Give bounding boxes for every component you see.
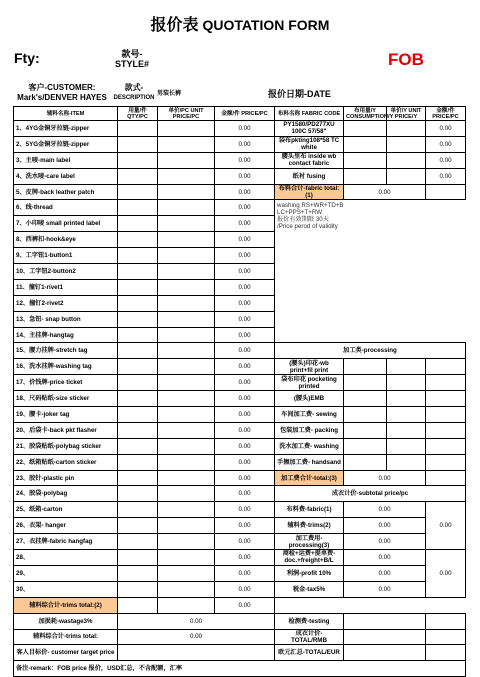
style-label-cn: 款号- (121, 49, 143, 59)
col-unit-price-y: 单价/Y UNIT PRICE/Y (387, 107, 426, 121)
item-qty[interactable] (118, 121, 158, 137)
table-row (14, 136, 466, 152)
item-unit-price[interactable] (158, 438, 215, 454)
item-amount: 0.00 (215, 343, 275, 359)
item-name: 11、撞钉1-rivet1 (14, 279, 118, 295)
item-amount: 0.00 (215, 311, 275, 327)
item-name: 18、尺码贴纸-size sticker (14, 391, 118, 407)
item-name: 1、4YG金铜牙拉链-zipper (14, 121, 118, 137)
item-qty[interactable] (118, 264, 158, 280)
note-line: LC+PPS+T+RW (277, 209, 323, 217)
table-row (14, 581, 466, 597)
item-qty[interactable] (118, 391, 158, 407)
item-amount: 0.00 (215, 216, 275, 232)
item-amount: 0.00 (215, 486, 275, 502)
subtotal-merged: 0.00 (426, 502, 466, 550)
item-qty[interactable] (118, 136, 158, 152)
item-qty[interactable] (118, 407, 158, 423)
fabric-price: 0.00 (426, 121, 466, 137)
item-unit-price[interactable] (158, 327, 215, 343)
subtotal-label: 加工费用- processing(3) (275, 534, 344, 550)
subtotal-merged: 0.00 (426, 550, 466, 598)
note-line: 报价有效期限 30天 (277, 216, 329, 224)
table-row (14, 152, 466, 168)
trims-total-empty (118, 597, 158, 613)
item-amount: 0.00 (215, 359, 275, 375)
item-qty[interactable] (118, 295, 158, 311)
item-amount: 0.00 (215, 200, 275, 216)
item-amount: 0.00 (215, 327, 275, 343)
subtotal-value: 0.00 (344, 518, 426, 534)
item-amount: 0.00 (215, 279, 275, 295)
fabric-total-label: 布料合计-fabric total:(1) (275, 184, 344, 200)
processing-label: (腰头)印花-wb print+fil print (275, 359, 344, 375)
item-name: 5、皮牌-back leather patch (14, 184, 118, 200)
item-qty[interactable] (118, 518, 158, 534)
processing-total-label: 加工费合计-total:(3) (275, 470, 344, 486)
item-name: 2、5YG金铜牙拉链-zipper (14, 136, 118, 152)
item-unit-price[interactable] (158, 248, 215, 264)
processing-unit[interactable] (387, 359, 426, 375)
item-qty[interactable] (118, 152, 158, 168)
item-unit-price[interactable] (158, 136, 215, 152)
item-qty[interactable] (118, 486, 158, 502)
table-row (14, 565, 466, 581)
item-name: 28、 (14, 550, 118, 566)
date-label: 报价日期-DATE (268, 89, 331, 99)
item-name: 17、价钱牌-price ticket (14, 375, 118, 391)
processing-unit[interactable] (387, 375, 426, 391)
trims-total-label: 辅料综合计-trims total:(2) (14, 597, 118, 613)
item-amount: 0.00 (215, 232, 275, 248)
fabric-consumption[interactable] (344, 168, 387, 184)
table-row (14, 168, 466, 184)
item-qty[interactable] (118, 184, 158, 200)
processing-unit[interactable] (387, 391, 426, 407)
item-amount: 0.00 (215, 375, 275, 391)
fabric-price: 0.00 (426, 168, 466, 184)
table-row (14, 470, 466, 486)
item-qty[interactable] (118, 248, 158, 264)
description-label (108, 83, 160, 103)
fabric-consumption[interactable] (344, 136, 387, 152)
subtotal-value: 0.00 (344, 502, 426, 518)
item-qty[interactable] (118, 200, 158, 216)
processing-price[interactable] (426, 454, 466, 470)
item-unit-price[interactable] (158, 279, 215, 295)
item-qty[interactable] (118, 216, 158, 232)
processing-qty[interactable] (344, 422, 387, 438)
table-row (14, 200, 466, 216)
item-name: 7、小印唛 small printed label (14, 216, 118, 232)
item-unit-price[interactable] (158, 581, 215, 597)
item-name: 22、纸箱贴纸-carton sticker (14, 454, 118, 470)
total-rmb-label: 成衣计价- TOTAL/RMB (275, 629, 344, 645)
processing-price[interactable] (426, 438, 466, 454)
item-name: 27、衣挂牌-fabric hangfag (14, 534, 118, 550)
subtotal-label: 利润-profit 10% (275, 565, 344, 581)
table-row (14, 486, 466, 502)
fabric-price: 0.00 (426, 136, 466, 152)
processing-unit[interactable] (387, 407, 426, 423)
item-amount: 0.00 (215, 565, 275, 581)
item-amount: 0.00 (215, 168, 275, 184)
item-qty[interactable] (118, 534, 158, 550)
wastage-label: 加损耗-wastage3% (14, 613, 118, 629)
header-row (14, 107, 466, 121)
blank-area (275, 597, 466, 613)
item-unit-price[interactable] (158, 359, 215, 375)
trims-total-wastage-value: 0.00 (118, 629, 275, 645)
item-amount: 0.00 (215, 121, 275, 137)
processing-heading: 加工类-processing (275, 343, 466, 359)
fabric-unit-price[interactable] (387, 136, 426, 152)
table-row (14, 629, 466, 645)
processing-qty[interactable] (344, 359, 387, 375)
item-name: 23、胶针-plastic pin (14, 470, 118, 486)
item-name: 20、后袋卡-back pkt flasher (14, 422, 118, 438)
item-amount: 0.00 (215, 264, 275, 280)
item-unit-price[interactable] (158, 232, 215, 248)
fabric-unit-price[interactable] (387, 152, 426, 168)
testing-value[interactable] (344, 613, 426, 629)
title-en: QUOTATION FORM (202, 17, 330, 33)
item-qty[interactable] (118, 454, 158, 470)
style-label (100, 49, 164, 69)
item-qty[interactable] (118, 311, 158, 327)
item-amount: 0.00 (215, 422, 275, 438)
item-name: 14、主挂牌-hangtag (14, 327, 118, 343)
item-amount: 0.00 (215, 136, 275, 152)
testing-label: 检测费-testing (275, 613, 344, 629)
fabric-code: PY1580/PD277XU 100C 57/58" (275, 121, 344, 137)
table-row (14, 121, 466, 137)
subtotal-value: 0.00 (344, 534, 426, 550)
item-name: 13、急钮- snap button (14, 311, 118, 327)
customer-value: Mark's/DENVER HAYES (17, 93, 107, 102)
item-unit-price[interactable] (158, 565, 215, 581)
item-unit-price[interactable] (158, 534, 215, 550)
item-amount: 0.00 (215, 534, 275, 550)
subtotal-value: 0.00 (344, 550, 426, 566)
item-unit-price[interactable] (158, 518, 215, 534)
fabric-code: 袋布pkting108*58 TC white (275, 136, 344, 152)
processing-label: 手擦加工费- handsand (275, 454, 344, 470)
processing-price[interactable] (426, 391, 466, 407)
processing-qty[interactable] (344, 391, 387, 407)
item-unit-price[interactable] (158, 375, 215, 391)
table-row (14, 661, 466, 677)
item-name: 10、工字钮2-button2 (14, 264, 118, 280)
processing-qty[interactable] (344, 375, 387, 391)
testing-empty (426, 613, 466, 629)
table-row (14, 613, 466, 629)
subtotal-heading: 成衣计价-subtotal price/pc (275, 486, 466, 502)
fty-label: Fty: (14, 50, 40, 66)
description-value: 男装长裤 (157, 91, 182, 97)
fabric-total-empty (426, 184, 466, 200)
trims-total-empty (158, 597, 215, 613)
subtotal-label: 税金-tax5% (275, 581, 344, 597)
item-unit-price[interactable] (158, 486, 215, 502)
page-title (0, 12, 480, 35)
item-unit-price[interactable] (158, 454, 215, 470)
item-unit-price[interactable] (158, 184, 215, 200)
customer-label: 客户-CUSTOMER: (28, 83, 96, 92)
note-line: /Price perod of validity (277, 223, 338, 231)
item-name: 15、腰力挂牌-stretch tag (14, 343, 118, 359)
fabric-unit-price[interactable] (387, 168, 426, 184)
item-amount: 0.00 (215, 295, 275, 311)
table-row (14, 534, 466, 550)
item-unit-price[interactable] (158, 422, 215, 438)
fob-label: FOB (388, 50, 424, 69)
item-amount: 0.00 (215, 470, 275, 486)
item-amount: 0.00 (215, 550, 275, 566)
item-amount: 0.00 (215, 391, 275, 407)
col-consumption: 布用量/Y CONSUMPTION/Y (344, 107, 387, 121)
item-amount: 0.00 (215, 248, 275, 264)
item-amount: 0.00 (215, 454, 275, 470)
item-qty[interactable] (118, 359, 158, 375)
table-row (14, 550, 466, 566)
customer-block (12, 83, 112, 103)
subtotal-label: 辅料费-trims(2) (275, 518, 344, 534)
item-unit-price[interactable] (158, 121, 215, 137)
item-unit-price[interactable] (158, 502, 215, 518)
total-rmb-value[interactable] (344, 629, 426, 645)
description-label-cn: 款式- (124, 83, 144, 92)
processing-price[interactable] (426, 359, 466, 375)
table-row (14, 454, 466, 470)
wastage-value: 0.00 (118, 613, 275, 629)
item-name: 19、腰卡-joker tag (14, 407, 118, 423)
item-unit-price[interactable] (158, 152, 215, 168)
item-name: 3、主唛-main label (14, 152, 118, 168)
table-row (14, 502, 466, 518)
target-price-value[interactable] (118, 645, 275, 661)
item-qty[interactable] (118, 502, 158, 518)
item-unit-price[interactable] (158, 200, 215, 216)
col-unit-price: 单价/PC UNIT PRICE/PC (158, 107, 215, 121)
col-qty: 用量/件 QTY/PC (118, 107, 158, 121)
table-row (14, 407, 466, 423)
subtotal-label: 布料费-fabric(1) (275, 502, 344, 518)
processing-label: 包装加工费- packing (275, 422, 344, 438)
item-unit-price[interactable] (158, 407, 215, 423)
notes-block (275, 200, 466, 232)
subtotal-label: 商检+运费+提单费- doc.+freight+B/L (275, 550, 344, 566)
table-row (14, 422, 466, 438)
title-cn: 报价表 (150, 17, 199, 34)
item-name: 25、纸箱-carton (14, 502, 118, 518)
item-amount: 0.00 (215, 152, 275, 168)
item-unit-price[interactable] (158, 391, 215, 407)
trims-total-wastage-label: 辅料综合计-trims total: (14, 629, 118, 645)
item-unit-price[interactable] (158, 550, 215, 566)
item-qty[interactable] (118, 327, 158, 343)
total-eur-empty (426, 645, 466, 661)
col-fabric-price: 金额/件 PRICE/PC (426, 107, 466, 121)
item-amount: 0.00 (215, 518, 275, 534)
item-unit-price[interactable] (158, 216, 215, 232)
fabric-price: 0.00 (426, 152, 466, 168)
table-row (14, 438, 466, 454)
item-amount: 0.00 (215, 438, 275, 454)
table-row (14, 597, 466, 613)
fabric-code: 纸衬 fusing (275, 168, 344, 184)
item-amount: 0.00 (215, 581, 275, 597)
total-eur-value[interactable] (344, 645, 426, 661)
item-name: 6、线-thread (14, 200, 118, 216)
item-qty[interactable] (118, 422, 158, 438)
fabric-consumption[interactable] (344, 121, 387, 137)
item-qty[interactable] (118, 279, 158, 295)
processing-qty[interactable] (344, 438, 387, 454)
item-qty[interactable] (118, 438, 158, 454)
item-qty[interactable] (118, 375, 158, 391)
item-name: 16、洗水挂牌-washing tag (14, 359, 118, 375)
table-row (14, 391, 466, 407)
table-row (14, 645, 466, 661)
col-amount: 金额/件 PRICE/PC (215, 107, 275, 121)
item-name: 12、撞钉2-rivet2 (14, 295, 118, 311)
processing-label: 洗水加工费- washing (275, 438, 344, 454)
item-unit-price[interactable] (158, 470, 215, 486)
item-qty[interactable] (118, 470, 158, 486)
item-name: 4、洗水唛-care label (14, 168, 118, 184)
col-item: 辅料名称-ITEM (14, 107, 118, 121)
processing-qty[interactable] (344, 407, 387, 423)
item-unit-price[interactable] (158, 168, 215, 184)
col-fabric-code: 布料名称 FABRIC CODE (275, 107, 344, 121)
total-rmb-empty (426, 629, 466, 645)
item-qty[interactable] (118, 343, 158, 359)
processing-price[interactable] (426, 422, 466, 438)
processing-unit[interactable] (387, 438, 426, 454)
style-label-en: STYLE# (114, 59, 149, 69)
item-amount: 0.00 (215, 184, 275, 200)
item-name: 9、工字钮1-button1 (14, 248, 118, 264)
item-name: 24、胶袋-polybag (14, 486, 118, 502)
processing-unit[interactable] (387, 422, 426, 438)
trims-total-value: 0.00 (215, 597, 275, 613)
subtotal-value: 0.00 (344, 565, 426, 581)
item-unit-price[interactable] (158, 295, 215, 311)
subtotal-value: 0.00 (344, 581, 426, 597)
fabric-total-value: 0.00 (344, 184, 426, 200)
processing-label: (腰头)EMB (275, 391, 344, 407)
processing-qty[interactable] (344, 454, 387, 470)
item-name: 29、 (14, 565, 118, 581)
processing-price[interactable] (426, 407, 466, 423)
blank-area (275, 232, 466, 343)
item-unit-price[interactable] (158, 343, 215, 359)
total-eur-label: 欧元汇总-TOTAL/EUR (275, 645, 344, 661)
item-qty[interactable] (118, 581, 158, 597)
item-amount: 0.00 (215, 502, 275, 518)
fabric-consumption[interactable] (344, 152, 387, 168)
quotation-table (13, 106, 466, 677)
item-qty[interactable] (118, 168, 158, 184)
table-row (14, 343, 466, 359)
fabric-unit-price[interactable] (387, 121, 426, 137)
processing-total-value: 0.00 (344, 470, 426, 486)
table-row (14, 184, 466, 200)
processing-total-empty (426, 470, 466, 486)
item-name: 26、衣架- hanger (14, 518, 118, 534)
table-row (14, 232, 466, 248)
item-unit-price[interactable] (158, 264, 215, 280)
item-amount: 0.00 (215, 407, 275, 423)
item-name: 8、西裤扣-hook&eye (14, 232, 118, 248)
processing-price[interactable] (426, 375, 466, 391)
processing-label: 袋布印花 pocketing printed (275, 375, 344, 391)
table-row (14, 518, 466, 534)
item-name: 21、胶袋贴纸-polybag sticker (14, 438, 118, 454)
note-line: washing RS+WR+TD+B (277, 202, 344, 210)
processing-unit[interactable] (387, 454, 426, 470)
item-name: 30、 (14, 581, 118, 597)
remark: 备注-remark：FOB price 报价，USD汇总，不含配额，汇率 (14, 661, 466, 677)
item-unit-price[interactable] (158, 311, 215, 327)
table-row (14, 375, 466, 391)
target-price-label: 客人目标价- customer target price (14, 645, 118, 661)
processing-label: 车间加工费- sewing (275, 407, 344, 423)
description-label-en: DESCRIPTION (113, 95, 155, 101)
item-qty[interactable] (118, 550, 158, 566)
table-row (14, 359, 466, 375)
item-qty[interactable] (118, 565, 158, 581)
item-qty[interactable] (118, 232, 158, 248)
fabric-code: 腰头里布 inside wb contact fabric (275, 152, 344, 168)
